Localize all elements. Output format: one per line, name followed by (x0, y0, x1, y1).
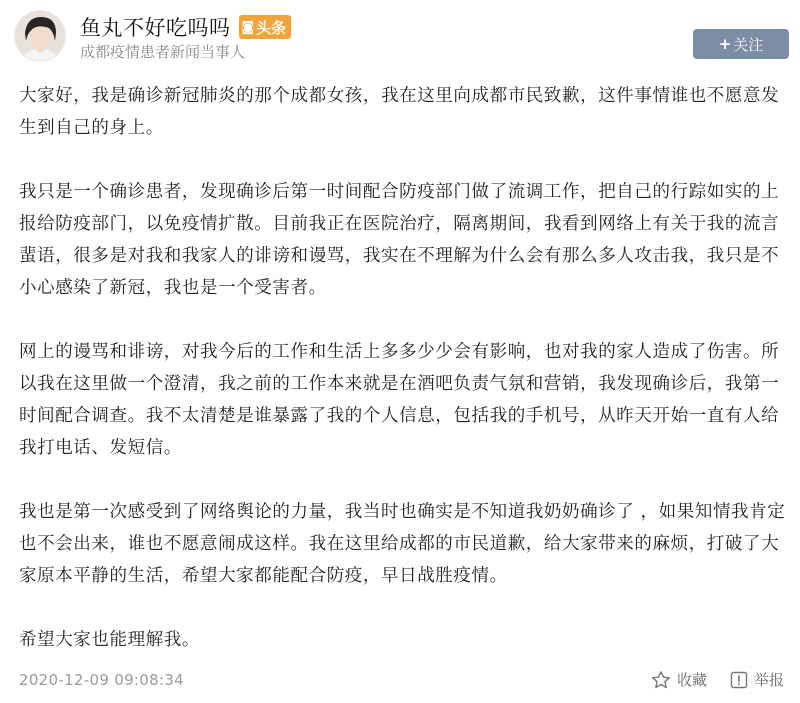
headline-badge (239, 15, 292, 39)
paragraph: 我也是第一次感受到了网络舆论的力量，我当时也确实是不知道我奶奶确诊了 ，如果知情我肯定也不会出来，谁也不愿意闹成这样。我在这里给成都的市民道歉，给大家带来的麻烦，打破了大家原本平静的生活，希望大家都能配合防疫，早日战胜疫情。 (19, 502, 786, 586)
avatar[interactable] (14, 10, 66, 62)
name-row (80, 12, 291, 42)
report-label: 举报 (754, 671, 785, 689)
avatar-image (15, 11, 65, 61)
star-icon (651, 670, 671, 690)
plus-icon: + (718, 35, 732, 53)
badge-label: 头条 (256, 18, 287, 37)
post-timestamp: 2020-12-09 09:08:34 (19, 671, 185, 689)
headline-badge-icon: ◙ (241, 19, 255, 35)
username[interactable]: 鱼丸不好吃吗吗 (80, 16, 231, 40)
report-icon (730, 671, 748, 689)
collect-button[interactable] (651, 669, 707, 690)
follow-button[interactable] (693, 29, 789, 59)
post-header (0, 0, 800, 72)
follow-label: 关注 (733, 35, 764, 54)
paragraph: 希望大家也能理解我。 (19, 630, 200, 650)
paragraph: 大家好，我是确诊新冠肺炎的那个成都女孩，我在这里向成都市民致歉，这件事情谁也不愿意发生到自己的身上。 (19, 86, 780, 138)
report-button[interactable] (730, 669, 784, 690)
post-body (19, 80, 789, 688)
paragraph: 网上的谩骂和诽谤，对我今后的工作和生活上多多少少会有影响，也对我的家人造成了伤害。所以我在这里做一个澄清，我之前的工作本来就是在酒吧负责气氛和营销，我发现确诊后，我第一时间配合调查。我不太清楚是谁暴露了我的个人信息，包括我的手机号，从昨天开始一直有人给我打电话、发短信。 (19, 342, 780, 458)
user-subtitle: 成都疫情患者新闻当事人 (80, 43, 246, 61)
paragraph: 我只是一个确诊患者，发现确诊后第一时间配合防疫部门做了流调工作，把自己的行踪如实的上报给防疫部门，以免疫情扩散。目前我正在医院治疗，隔离期间，我看到网络上有关于我的流言蜚语，很多是对我和我家人的诽谤和谩骂，我实在不理解为什么会有那么多人攻击我，我只是不小心感染了新冠，我也是一个受害者。 (19, 182, 780, 298)
collect-label: 收藏 (677, 671, 708, 689)
post-footer (0, 666, 800, 698)
